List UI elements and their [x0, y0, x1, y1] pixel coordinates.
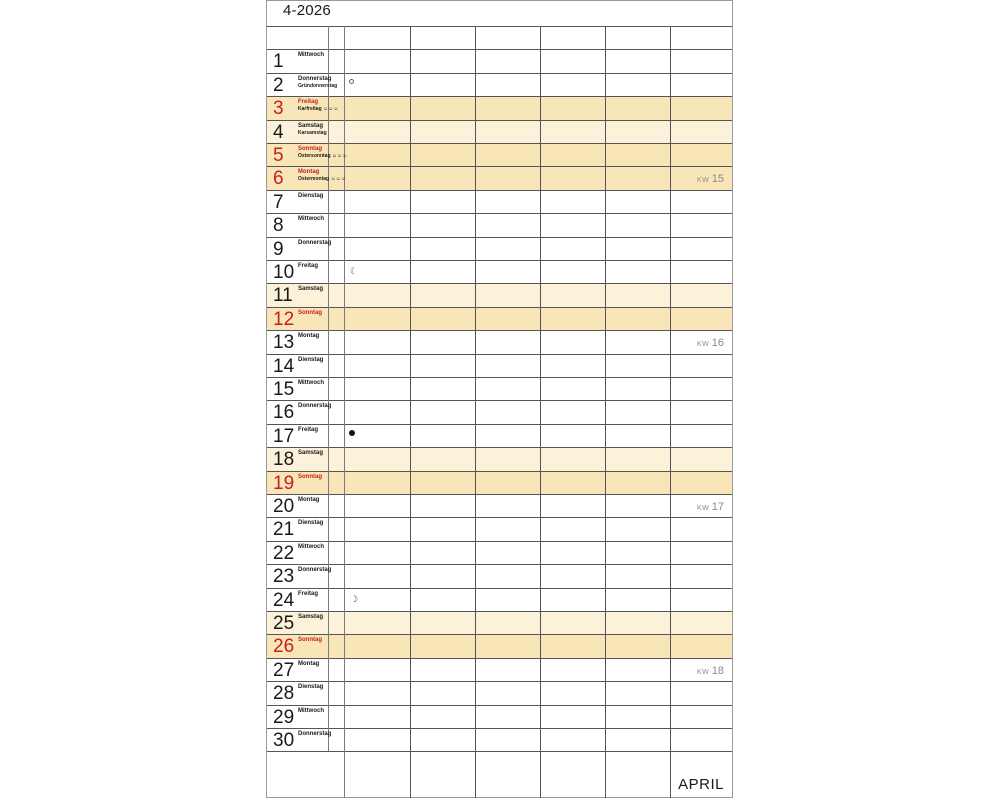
day-number: 25	[273, 613, 295, 634]
grid-line	[267, 283, 732, 284]
grid-line	[267, 190, 732, 191]
holiday-name: Ostermontag ☺☺☺	[298, 176, 346, 183]
waning-moon-icon: ☾	[349, 266, 359, 276]
column-line	[605, 26, 606, 798]
grid-line	[267, 447, 732, 448]
grid-line	[267, 213, 732, 214]
day-name: Montag	[298, 333, 320, 340]
day-row	[267, 564, 732, 587]
day-number: 30	[273, 730, 295, 751]
day-number: 10	[273, 262, 295, 283]
grid-line	[267, 705, 732, 706]
day-name: Freitag	[298, 263, 319, 269]
day-row	[267, 237, 732, 260]
full-moon-icon	[349, 79, 359, 89]
day-name: Freitag	[298, 426, 319, 433]
grid-line	[267, 260, 732, 261]
column-line	[475, 26, 476, 798]
day-name: Freitag	[298, 99, 319, 106]
new-moon-icon	[349, 430, 359, 440]
day-row	[267, 120, 732, 143]
grid-line	[267, 658, 732, 659]
day-number: 3	[273, 98, 284, 120]
grid-line	[267, 564, 732, 565]
day-row	[267, 541, 732, 564]
day-name: Mittwoch	[298, 543, 324, 550]
grid-line	[267, 120, 732, 121]
grid-line	[267, 494, 732, 495]
day-row	[267, 49, 732, 72]
day-row	[267, 447, 732, 470]
day-name: Samstag	[298, 122, 324, 129]
day-name: Montag	[298, 660, 320, 667]
day-name: Mittwoch	[298, 216, 324, 223]
holiday-name: Karsamstag	[298, 129, 327, 136]
grid-line	[267, 0, 732, 1]
day-number: 20	[273, 496, 295, 517]
calendar-week-label: KW 17	[697, 501, 724, 513]
day-number: 23	[273, 566, 295, 588]
calendar-week-label: KW 18	[697, 664, 724, 677]
grid-line	[267, 330, 732, 331]
holiday-name: Ostersonntag ☺☺☺	[298, 153, 348, 159]
day-number: 16	[273, 402, 295, 424]
day-number: 11	[273, 285, 293, 307]
day-number: 24	[273, 589, 295, 611]
day-row	[267, 471, 732, 494]
day-number: 12	[273, 308, 295, 330]
day-name: Donnerstag	[298, 403, 332, 410]
day-name: Sonntag	[298, 309, 322, 316]
day-name: Montag	[298, 497, 320, 503]
day-name: Sonntag	[298, 473, 322, 480]
day-row	[267, 611, 732, 634]
day-name: Dienstag	[298, 356, 324, 363]
day-name: Dienstag	[298, 520, 324, 527]
day-name: Samstag	[298, 614, 324, 620]
grid-line	[267, 73, 732, 74]
day-number: 1	[273, 51, 284, 73]
day-name: Dienstag	[298, 684, 324, 691]
day-number: 2	[273, 74, 284, 96]
day-row	[267, 517, 732, 540]
grid-line	[267, 143, 732, 144]
month-name-label: APRIL	[678, 776, 724, 793]
day-name: Sonntag	[298, 637, 322, 644]
day-name: Donnerstag	[298, 239, 332, 246]
day-number: 6	[273, 168, 284, 190]
day-name: Samstag	[298, 450, 324, 457]
grid-line	[267, 96, 732, 97]
day-row	[267, 190, 732, 213]
day-number: 5	[273, 145, 284, 166]
day-name: Mittwoch	[298, 380, 324, 386]
holiday-name: Karfreitag ☺☺☺	[298, 106, 339, 113]
grid-line	[267, 354, 732, 355]
day-number: 13	[273, 332, 295, 354]
day-row	[267, 658, 732, 681]
day-name: Montag	[298, 169, 320, 176]
grid-line	[267, 237, 732, 238]
day-number: 26	[273, 636, 295, 658]
day-number: 22	[273, 542, 295, 564]
calendar-sheet	[266, 0, 733, 798]
day-name: Samstag	[298, 286, 324, 293]
grid-line	[267, 634, 732, 635]
day-number: 29	[273, 706, 295, 728]
month-year-label: 4-2026	[283, 2, 331, 19]
calendar-week-label: KW 16	[697, 337, 724, 350]
column-line	[410, 26, 411, 798]
grid-line	[267, 611, 732, 612]
day-name: Donnerstag	[298, 731, 332, 737]
day-row	[267, 634, 732, 657]
day-row	[267, 377, 732, 400]
calendar-week-label: KW 15	[697, 173, 724, 186]
grid-line	[267, 728, 732, 729]
grid-line	[267, 681, 732, 682]
day-number: 4	[273, 121, 284, 143]
grid-line	[267, 377, 732, 378]
day-number: 18	[273, 449, 295, 471]
grid-line	[267, 26, 732, 27]
grid-line	[267, 588, 732, 589]
day-name: Dienstag	[298, 192, 324, 199]
day-name: Mittwoch	[298, 707, 324, 714]
grid-line	[267, 307, 732, 308]
grid-line	[267, 517, 732, 518]
day-row	[267, 354, 732, 377]
day-name: Mittwoch	[298, 52, 324, 59]
day-number: 14	[273, 355, 295, 377]
day-row	[267, 424, 732, 447]
waxing-moon-icon: ☽	[349, 593, 359, 604]
grid-line	[267, 400, 732, 401]
day-number: 7	[273, 191, 284, 213]
day-row	[267, 260, 732, 283]
day-row	[267, 588, 732, 611]
column-line	[328, 26, 329, 751]
day-number: 8	[273, 215, 284, 237]
day-number: 17	[273, 425, 295, 447]
day-name: Donnerstag	[298, 75, 332, 82]
column-line	[344, 26, 345, 798]
day-name: Sonntag	[298, 146, 322, 152]
day-name: Freitag	[298, 590, 319, 597]
day-row	[267, 307, 732, 330]
grid-line	[267, 471, 732, 472]
grid-line	[267, 166, 732, 167]
grid-line	[267, 424, 732, 425]
day-number: 19	[273, 472, 295, 494]
day-number: 27	[273, 659, 295, 681]
grid-line	[267, 541, 732, 542]
day-name: Donnerstag	[298, 567, 332, 574]
day-number: 21	[273, 519, 295, 541]
day-number: 9	[273, 238, 284, 260]
day-number: 15	[273, 379, 295, 400]
day-row	[267, 400, 732, 423]
day-row	[267, 681, 732, 704]
day-row	[267, 330, 732, 353]
column-line	[540, 26, 541, 798]
grid-line	[267, 49, 732, 50]
day-row	[267, 728, 732, 751]
day-row	[267, 705, 732, 728]
day-number: 28	[273, 683, 295, 705]
column-line	[670, 26, 671, 798]
holiday-name: Gründonnerstag	[298, 82, 338, 89]
day-row	[267, 494, 732, 517]
day-row	[267, 213, 732, 236]
day-row	[267, 283, 732, 306]
grid-line	[267, 751, 732, 752]
